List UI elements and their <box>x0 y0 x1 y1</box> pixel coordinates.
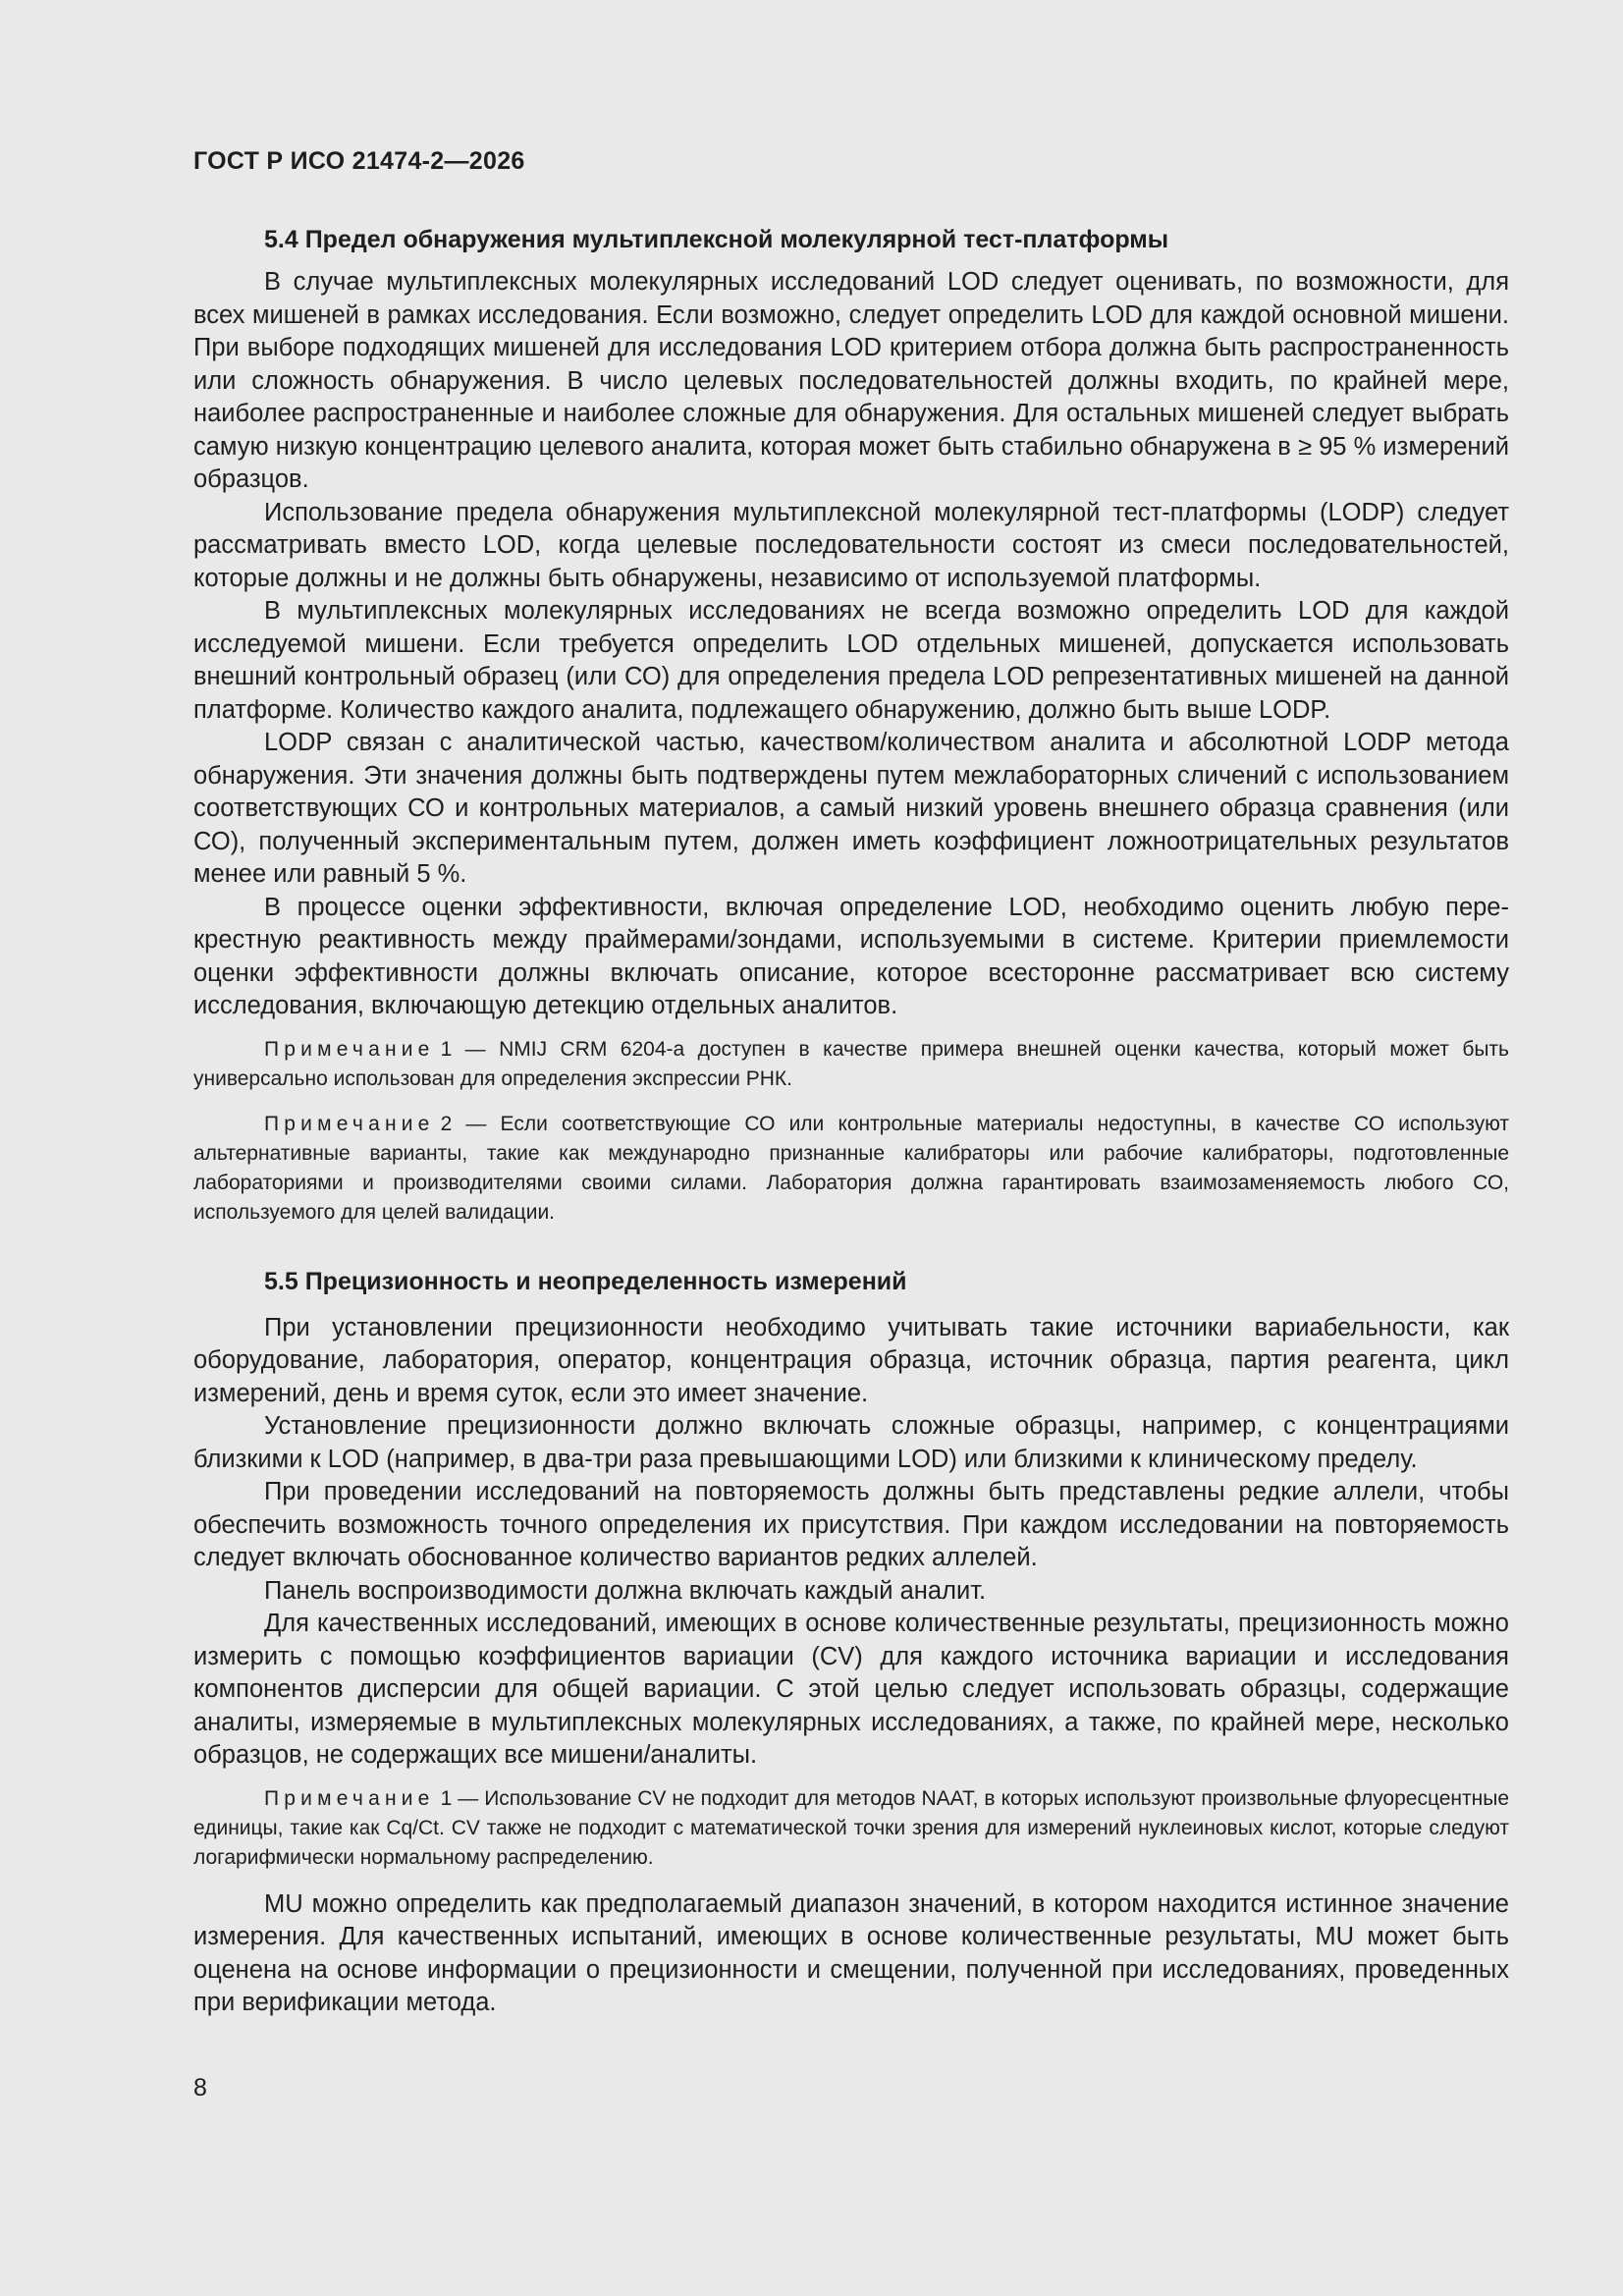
paragraph: Использование предела обнаружения мультиплексной молекулярной тест-платформы (LODP) следует рассматривать вместо LOD, когда целевые последовательности состоят из смеси последовательностей, которые должны и не должны быть обнаружены, независимо от используемой платформы. <box>193 498 1509 592</box>
paragraph: При установлении прецизионности необходимо учитывать такие источники вариабельности, как оборудование, лаборатория, оператор, концентрация образца, источник образца, партия реагента, цикл измерений, день и время суток, если это имеет значение. <box>193 1313 1509 1407</box>
paragraph: В мультиплексных молекулярных исследованиях не всегда возможно определить LOD для каждой исследуемой мишени. Если требуется определить LOD отдельных мишеней, допускается использовать внешний контрольный образец (или СО) для определения предела LOD репрезентативных мишеней на данной платформе. Количество каждого аналита, подлежащего обнаружению, должно быть выше LODP. <box>193 597 1509 724</box>
document-body <box>193 223 1509 2020</box>
note-label: Примечание <box>264 1112 435 1135</box>
document-header: ГОСТ Р ИСО 21474-2—2026 <box>193 147 525 175</box>
paragraph: В случае мультиплексных молекулярных исследований LOD следует оценивать, по возможности, для всех мишеней в рамках исследования. Если возможно, следует определить LOD для каждой основной мишени. При выборе подходящих мишеней для исследования LOD критерием отбора должна быть распространенность или сложность обнаружения. В число целевых последовательностей должны входить, по крайней мере, наиболее распространенные и наиболее сложные для обнаружения. Для остальных мишеней следует выбрать самую низкую концентрацию целевого аналита, которая может быть стабильно обнаружена в ≥ 95 % измерений образцов. <box>193 268 1509 493</box>
section-title-5-5: 5.5 Прецизионность и неопределенность измерений <box>264 1267 907 1295</box>
note <box>193 1035 1509 1094</box>
note <box>193 1110 1509 1228</box>
note-text: 2 — Если соответствующие СО или контрольные материалы недоступны, в качестве СО используют альтернативные варианты, такие как международно признанные калибраторы или рабочие калибраторы, подготовленные лабораториями и производителями своими силами. Лаборатория должна гарантировать взаимозаменяемость любого СО, используемого для целей валидации. <box>193 1112 1509 1224</box>
section-title-5-4: 5.4 Предел обнаружения мультиплексной молекулярной тест-платформы <box>264 226 1169 253</box>
note <box>193 1784 1509 1873</box>
note-text: 1 — NMIJ CRM 6204-a доступен в качестве примера внешней оценки качества, который может быть универсально использован для определения экспрессии РНК. <box>193 1037 1509 1090</box>
paragraph: Для качественных исследований, имеющих в основе количественные результаты, прецизионность можно измерить с помощью коэффициентов вариации (CV) для каждого источника вариации и исследования компонентов дисперсии для общей вариации. С этой целью следует использовать образцы, содержащие аналиты, измеряемые в мультиплексных молекулярных исследованиях, а также, по крайней мере, несколько образцов, не содержащих все мишени/аналиты. <box>193 1610 1509 1769</box>
paragraph: Установление прецизионности должно включать сложные образцы, например, с концентрациями близкими к LOD (например, в два-три раза превышающими LOD) или близкими к клиническому пределу. <box>193 1412 1509 1473</box>
paragraph: В процессе оценки эффективности, включая определение LOD, необходимо оценить любую перекрестную реактивность между праймерами/зондами, используемыми в системе. Критерии приемлемости оценки эффективности должны включать описание, которое всесторонне рассматривает всю систему исследования, включающую детекцию отдельных аналитов. <box>193 893 1509 1019</box>
paragraph: При проведении исследований на повторяемость должны быть представлены редкие аллели, чтобы обеспечить возможность точного определения их присутствия. При каждом исследовании на повторяемость следует включать обоснованное количество вариантов редких аллелей. <box>193 1478 1509 1571</box>
note-label: Примечание <box>264 1786 435 1810</box>
paragraph: MU можно определить как предполагаемый диапазон значений, в котором находится истинное значение измерения. Для качественных испытаний, имеющих в основе количественные результаты, MU может быть оценена на основе информации о прецизионности и смещении, полученной при исследованиях, проведенных при верификации метода. <box>193 1889 1509 2016</box>
paragraph: LODP связан с аналитической частью, качеством/количеством аналита и абсолютной LODP метода обнаружения. Эти значения должны быть подтверждены путем межлабораторных сличений с использованием соответствующих СО и контрольных материалов, а самый низкий уровень внешнего образца сравнения (или СО), полученный экспериментальным путем, должен иметь коэффициент ложноотрицательных результатов менее или равный 5 %. <box>193 729 1509 888</box>
paragraph: Панель воспроизводимости должна включать каждый аналит. <box>264 1576 987 1605</box>
note-text: 1 — Использование CV не подходит для методов NAAT, в которых используют произвольные флуоресцентные единицы, такие как Cq/Ct. CV также не подходит с математической точки зрения для измерений нуклеиновых кислот, которые следуют логарифмически нормальному распределению. <box>193 1786 1509 1869</box>
page-number: 8 <box>193 2074 207 2102</box>
note-label: Примечание <box>264 1037 435 1061</box>
